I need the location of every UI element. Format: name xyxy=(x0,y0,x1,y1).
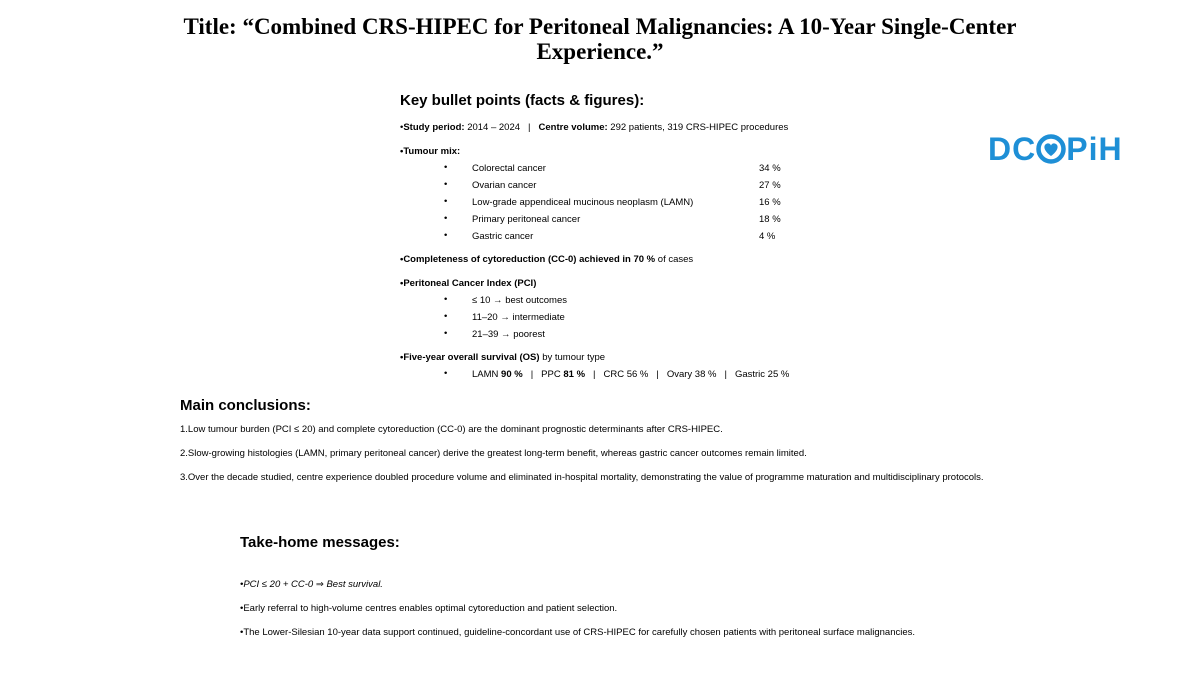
logo-text-right: PiH xyxy=(1066,130,1123,167)
tumour-mix-label: •Tumour mix: xyxy=(400,146,461,157)
completeness-suffix: of cases xyxy=(655,254,694,265)
separator: | xyxy=(530,369,534,380)
bullet: • xyxy=(444,328,448,339)
conclusion-item: 3.Over the decade studied, centre experience doubled procedure volume and eliminated in-hospital mortality, demonstrating the value of programme maturation and multidisciplinary protocols. xyxy=(180,472,984,483)
ppc-value: 81 % xyxy=(563,369,586,380)
bullet: • xyxy=(444,196,448,207)
tumour-item-pct: 4 % xyxy=(759,231,776,242)
dcopih-logo xyxy=(988,132,1123,166)
survival-values-row xyxy=(472,369,789,380)
survival-label: •Five-year overall survival (OS) xyxy=(400,352,540,363)
completeness-row xyxy=(400,254,693,265)
pci-item: 21–39 → poorest xyxy=(472,329,545,340)
conclusion-item: 2.Slow-growing histologies (LAMN, primary peritoneal cancer) derive the greatest long-term benefit, whereas gastric cancer outcomes remain limited. xyxy=(180,448,807,459)
bullet: • xyxy=(444,368,448,379)
ppc-label: PPC xyxy=(541,369,564,380)
ovary-value: Ovary 38 % xyxy=(666,369,717,380)
take-home-item: •The Lower-Silesian 10-year data support continued, guideline-concordant use of CRS-HIPEC for carefully chosen patients with peritoneal surface malignancies. xyxy=(240,627,916,638)
separator: | xyxy=(528,122,531,133)
slide-title xyxy=(150,14,1050,64)
bullet: • xyxy=(444,294,448,305)
take-home-item: •Early referral to high-volume centres enables optimal cytoreduction and patient selection. xyxy=(240,603,618,614)
heart-icon xyxy=(1036,134,1066,164)
survival-label-suffix: by tumour type xyxy=(539,352,606,363)
tumour-item-pct: 27 % xyxy=(759,180,781,191)
tumour-item-name: Low-grade appendiceal mucinous neoplasm (LAMN) xyxy=(472,197,694,208)
survival-label-row xyxy=(400,352,605,363)
tumour-item-pct: 16 % xyxy=(759,197,781,208)
crc-value: CRC 56 % xyxy=(603,369,649,380)
tumour-item-name: Ovarian cancer xyxy=(472,180,537,191)
separator: | xyxy=(593,369,596,380)
bullet: • xyxy=(444,179,448,190)
study-period-label: Study period: xyxy=(403,122,465,133)
lamn-value: 90 % xyxy=(501,369,523,380)
title-line-1: Title: “Combined CRS-HIPEC for Peritoneal Malignancies: A 10-Year Single-Center xyxy=(183,14,1017,39)
completeness-text: •Completeness of cytoreduction (CC-0) achieved in 70 % xyxy=(400,254,656,265)
take-home-heading: Take-home messages: xyxy=(240,534,400,551)
bullet: • xyxy=(444,230,448,241)
tumour-item-name: Primary peritoneal cancer xyxy=(472,214,581,225)
tumour-item-name: Colorectal cancer xyxy=(472,163,546,174)
bullet: • xyxy=(444,213,448,224)
bullet: • xyxy=(444,311,448,322)
pci-item: ≤ 10 → best outcomes xyxy=(472,295,567,306)
study-period-value: 2014 – 2024 xyxy=(464,122,521,133)
tumour-item-name: Gastric cancer xyxy=(472,231,534,242)
pci-item: 11–20 → intermediate xyxy=(472,312,565,323)
centre-volume-value: 292 patients, 319 CRS-HIPEC procedures xyxy=(607,122,789,133)
lamn-label: LAMN xyxy=(472,369,502,380)
study-row xyxy=(400,122,788,133)
conclusion-item: 1.Low tumour burden (PCI ≤ 20) and complete cytoreduction (CC-0) are the dominant prognostic determinants after CRS-HIPEC. xyxy=(180,424,723,435)
separator: | xyxy=(724,369,727,380)
title-line-2: Experience.” xyxy=(536,39,664,64)
key-points-heading: Key bullet points (facts & figures): xyxy=(400,92,645,109)
bullet: • xyxy=(444,162,448,173)
take-home-item: •PCI ≤ 20 + CC-0 ⇒ Best survival. xyxy=(240,579,383,590)
centre-volume-label: Centre volume: xyxy=(538,122,608,133)
tumour-item-pct: 34 % xyxy=(759,163,781,174)
gastric-value: Gastric 25 % xyxy=(734,369,790,380)
separator: | xyxy=(656,369,659,380)
bullet: • xyxy=(400,122,404,133)
conclusions-heading: Main conclusions: xyxy=(180,397,311,414)
tumour-item-pct: 18 % xyxy=(759,214,781,225)
pci-label: •Peritoneal Cancer Index (PCI) xyxy=(400,278,537,289)
logo-text-left: DC xyxy=(988,130,1037,167)
